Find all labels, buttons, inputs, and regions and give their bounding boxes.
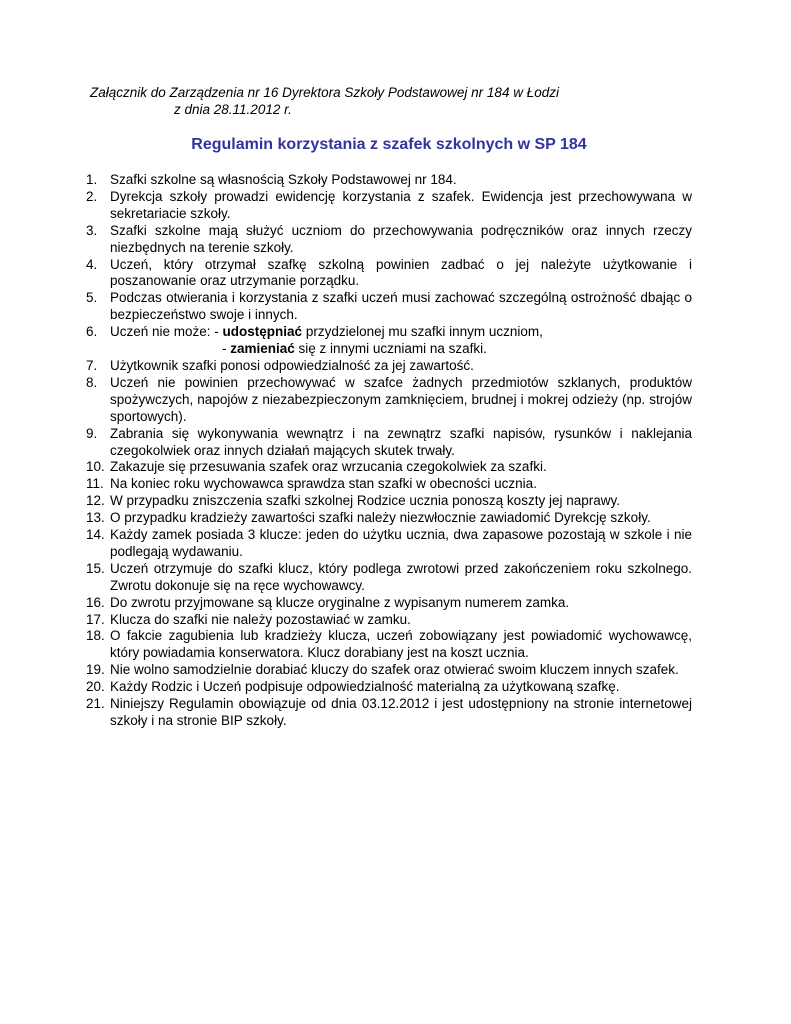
rule-number: 2. [86,188,98,204]
rule-item-16 [86,595,692,612]
rule-item-13 [86,510,692,527]
rule-item-17 [86,612,692,629]
rule-text: Dyrekcja szkoły prowadzi ewidencję korzystania z szafek. Ewidencja jest przechowywana w sekretariacie szkoły. [110,188,692,221]
rule-number: 4. [86,256,98,272]
rule-number: 16. [86,594,105,610]
rule-number: 12. [86,493,105,509]
rule-item-9 [86,426,692,460]
rule-text: O przypadku kradzieży zawartości szafki należy niezwłocznie zawiadomić Dyrekcję szkoły. [110,510,651,526]
rule-item-7 [86,358,692,375]
rule-text: Niniejszy Regulamin obowiązuje od dnia 03.12.2012 i jest udostępniony na stronie internetowej szkoły i na stronie BIP szkoły. [110,696,692,728]
rule-number: 15. [86,560,105,576]
rule-number: 21. [86,696,105,712]
rule-number: 7. [86,357,98,373]
rule-text: Zabrania się wykonywania wewnątrz i na zewnątrz szafki napisów, rysunków i naklejania czegokolwiek oraz innych działań mających skutek trwały. [110,425,692,458]
rule-text: Uczeń, który otrzymał szafkę szkolną powinien zadbać o jej należyte użytkowanie i poszanowanie oraz utrzymanie porządku. [110,256,692,289]
rule-number: 14. [86,527,105,543]
document-title: Regulamin korzystania z szafek szkolnych w SP 184 [191,136,587,153]
rule-number: 11. [86,476,104,492]
rule-number: 13. [86,510,105,526]
rule-item-5 [86,290,692,324]
rule-text: Uczeń nie powinien przechowywać w szafce żadnych przedmiotów szklanych, produktów spożywczych, napojów z niezabezpieczonym zamknięciem, brudnej i mokrej odzieży (np. strojów sportowych). [110,374,692,424]
rule-number: 20. [86,679,105,695]
rule-number: 6. [86,324,98,340]
attachment-header [90,84,559,118]
rule-6-line-1 [110,324,692,341]
rule-text: Podczas otwierania i korzystania z szafki uczeń musi zachować szczególną ostrożność dbając o bezpieczeństwo swoje i innych. [110,290,692,323]
rule-item-1 [86,172,692,189]
rule-text: W przypadku zniszczenia szafki szkolnej Rodzice ucznia ponoszą koszty jej naprawy. [110,493,620,509]
rule-6-dash: - [222,341,231,357]
attachment-header-line1: Załącznik do Zarządzenia nr 16 Dyrektora Szkoły Podstawowej nr 184 w Łodzi [90,85,559,100]
rule-number: 5. [86,290,98,306]
rule-text: Szafki szkolne mają służyć uczniom do przechowywania podręczników oraz innych rzeczy niezbędnych na terenie szkoły. [110,222,692,255]
rule-item-8 [86,375,692,426]
rule-6-prefix: Uczeń nie może: - [110,324,223,340]
rule-text: Na koniec roku wychowawca sprawdza stan szafki w obecności ucznia. [110,476,537,492]
rule-text: Szafki szkolne są własnością Szkoły Podstawowej nr 184. [110,172,457,187]
rule-item-12 [86,493,692,510]
attachment-header-date: z dnia 28.11.2012 r. [174,102,292,117]
rule-text: Każdy zamek posiada 3 klucze: jeden do użytku ucznia, dwa zapasowe pozostają w szkole i nie podlegają wydawaniu. [110,527,692,559]
rule-6-suffix: przydzielonej mu szafki innym uczniom, [302,324,543,340]
rule-item-11 [86,476,692,493]
rule-item-15 [86,561,692,595]
rule-text: Nie wolno samodzielnie dorabiać kluczy do szafek oraz otwierać swoim kluczem innych szafek. [110,662,679,678]
rule-number: 1. [86,172,98,187]
rule-item-6 [86,324,692,358]
rule-item-18 [86,628,692,662]
rule-item-10 [86,459,692,476]
rule-number: 3. [86,222,98,238]
rule-item-2 [86,189,692,223]
rule-6-suffix-2: się z innymi uczniami na szafki. [294,341,487,357]
rule-text: O fakcie zagubienia lub kradzieży klucza, uczeń zobowiązany jest powiadomić wychowawcę, który powiadamia konserwatora. Klucz dorabiany jest na koszt ucznia. [110,628,692,661]
rule-text: Klucza do szafki nie należy pozostawiać w zamku. [110,611,411,627]
rule-text: Uczeń otrzymuje do szafki klucz, który podlega zwrotowi przed zakończeniem roku szkolnego. Zwrotu dokonuje się na ręce wychowawcy. [110,560,692,593]
rule-number: 17. [86,611,105,627]
rule-6-bold-swap: zamieniać [230,341,295,357]
rule-6-line-2 [110,341,692,358]
rule-number: 9. [86,425,98,441]
rule-item-14 [86,527,692,561]
rule-number: 19. [86,662,105,678]
rule-text: Zakazuje się przesuwania szafek oraz wrzucania czegokolwiek za szafki. [110,459,547,475]
rule-item-19 [86,662,692,679]
rule-number: 18. [86,628,105,644]
rule-text: Do zwrotu przyjmowane są klucze oryginalne z wypisanym numerem zamka. [110,594,570,610]
rule-text: Każdy Rodzic i Uczeń podpisuje odpowiedzialność materialną za użytkowaną szafkę. [110,679,620,695]
rule-text [110,324,692,358]
rule-number: 10. [86,459,105,475]
rule-item-21 [86,696,692,730]
rule-number: 8. [86,374,98,390]
rules-list [86,172,692,730]
rule-item-4 [86,257,692,291]
rule-item-20 [86,679,692,696]
rule-6-bold-share: udostępniać [222,324,303,340]
rule-text: Użytkownik szafki ponosi odpowiedzialność za jej zawartość. [110,357,474,373]
rule-item-3 [86,223,692,257]
